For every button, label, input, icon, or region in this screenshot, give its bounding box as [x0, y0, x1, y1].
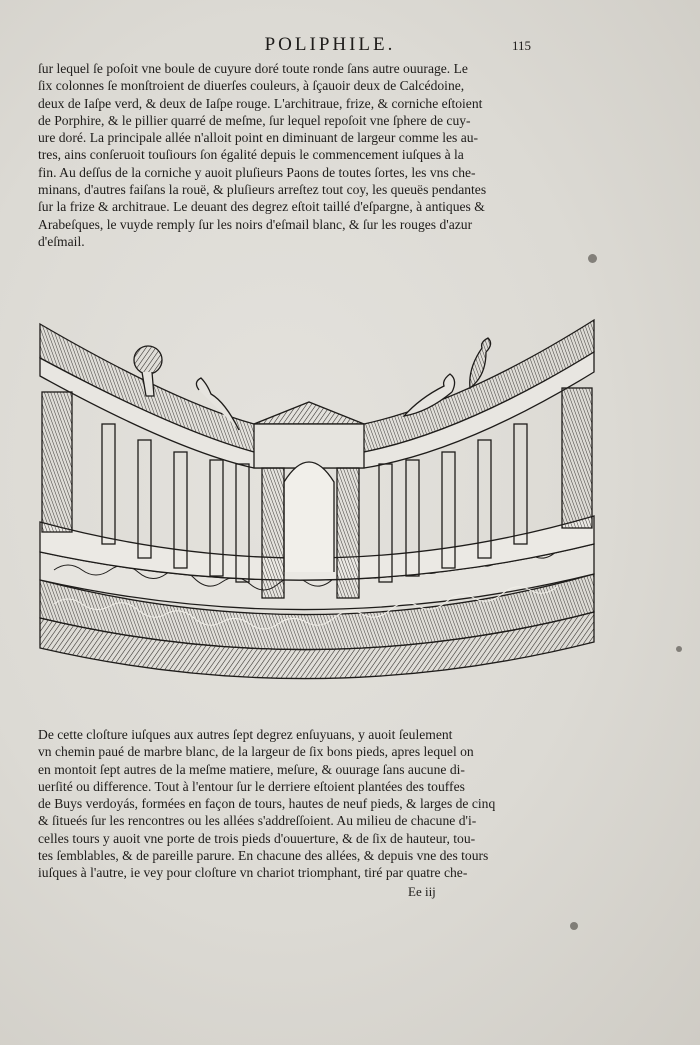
text-line: de Buys verdoyás, formées en façon de tours, hautes de neuf pieds, & larges de cinq	[38, 796, 496, 812]
signature-mark: Ee iij	[408, 884, 436, 899]
text-line: De cette cloſture iuſques aux autres ſept degrez enſuyuans, y auoit ſeulement	[38, 727, 453, 742]
running-title: POLIPHILE.	[264, 34, 396, 55]
text-line: ure doré. La principale allée n'alloit point en diminuant de largeur comme les au-	[38, 130, 479, 146]
text-line: tes ſemblables, & de pareille parure. En chacune des allées, & depuis vne des tours	[38, 848, 489, 864]
text-line: Arabeſques, le vuyde remply ſur les noirs d'eſmail blanc, & ſur les rouges d'azur	[38, 216, 473, 232]
folio-number: 115	[512, 38, 532, 53]
ink-spot	[570, 922, 578, 930]
text-line: celles tours y auoit vne porte de trois pieds d'ouuerture, & de ſix de hauteur, tou-	[38, 830, 476, 846]
text-line: ſix colonnes ſe monſtroient de diuerſes couleurs, à ſçauoir deux de Calcédoine,	[38, 78, 465, 94]
ink-spot	[676, 646, 682, 652]
text-line: de Porphire, & le pillier quarré de meſme, ſur lequel repoſoit vne ſphere de cuy-	[38, 112, 471, 128]
text-line: deux de Iaſpe verd, & deux de Iaſpe rouge. L'architraue, frize, & corniche eſtoient	[38, 95, 483, 111]
text-line: d'eſmail.	[38, 233, 85, 249]
paragraph-2	[38, 726, 534, 882]
text-line: uerſité ou difference. Tout à l'entour ſur le derriere eſtoient plantées des touffes	[38, 778, 465, 794]
page-header	[0, 34, 700, 56]
text-line: en montoit ſept autres de la meſme matiere, meſure, & ouurage ſans aucune di-	[38, 761, 465, 777]
text-line: fin. Au deſſus de la corniche y auoit pluſieurs Paons de toutes ſortes, les vns che-	[38, 164, 476, 180]
text-line: ſur lequel ſe poſoit vne boule de cuyure doré toute ronde ſans autre ouurage. Le	[38, 61, 468, 76]
text-line: minans, d'autres faiſans la rouë, & pluſieurs arreſtez tout coy, les queuës pendantes	[38, 182, 487, 198]
text-line: tres, ains conſeruoit touſiours ſon égalité depuis le commencement iuſques à la	[38, 147, 464, 163]
woodcut-colonnade-illustration	[34, 312, 600, 692]
paragraph-1	[38, 60, 534, 250]
ink-spot	[588, 254, 597, 263]
text-line: & ſitueés ſur les rencontres ou les allées s'addreſſoient. Au milieu de chacune d'i-	[38, 813, 477, 829]
text-line: vn chemin paué de marbre blanc, de la largeur de ſix bons pieds, apres lequel on	[38, 744, 474, 760]
text-line: iuſques à l'autre, ie vey pour cloſture vn chariot triomphant, tiré par quatre che-	[38, 865, 468, 881]
colonnade-engraving	[34, 312, 600, 692]
text-line: ſur la frize & architraue. Le deuant des degrez eſtoit taillé d'eſpargne, à antiques &	[38, 199, 485, 215]
